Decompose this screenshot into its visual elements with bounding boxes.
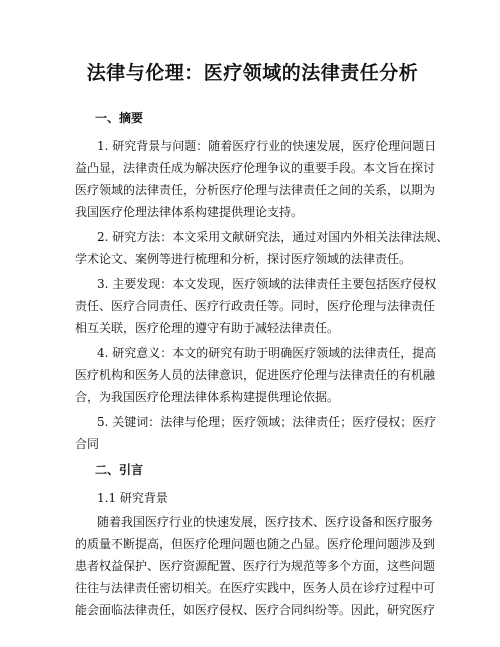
introduction-section bbox=[75, 459, 436, 621]
document-title: 法律与伦理：医疗领域的法律责任分析 bbox=[86, 62, 419, 84]
research-background-heading: 1.1 研究背景 bbox=[97, 491, 168, 505]
text-line: 相互关联，医疗伦理的遵守有助于减轻法律责任。 bbox=[75, 321, 340, 335]
text-line: 学术论文、案例等进行梳理和分析，探讨医疗领域的法律责任。 bbox=[75, 252, 412, 266]
text-line: 随着我国医疗行业的快速发展，医疗技术、医疗设备和医疗服务 bbox=[97, 515, 434, 529]
text-line: 医疗领域的法律责任，分析医疗伦理与法律责任之间的关系，以期为 bbox=[75, 183, 436, 197]
text-line: 医疗机构和医务人员的法律意识，促进医疗伦理与法律责任的有机融 bbox=[75, 368, 436, 382]
text-line: 2. 研究方法：本文采用文献研究法，通过对国内外相关法律法规、 bbox=[97, 230, 449, 244]
text-line: 我国医疗伦理法律体系构建提供理论支持。 bbox=[75, 205, 304, 219]
introduction-heading: 二、引言 bbox=[95, 463, 144, 477]
abstract-heading: 一、摘要 bbox=[95, 111, 144, 125]
text-line: 的质量不断提高，但医疗伦理问题也随之凸显。医疗伦理问题涉及到 bbox=[75, 537, 436, 551]
text-line: 合同 bbox=[75, 437, 100, 451]
text-line: 益凸显，法律责任成为解决医疗伦理争议的重要手段。本文旨在探讨 bbox=[75, 161, 436, 175]
abstract-paragraph-5 bbox=[75, 411, 437, 455]
abstract-paragraph-3 bbox=[75, 273, 437, 339]
text-line: 1. 研究背景与问题：随着医疗行业的快速发展，医疗伦理问题日 bbox=[97, 139, 437, 153]
text-line: 往往与法律责任密切相关。在医疗实践中，医务人员在诊疗过程中可 bbox=[75, 581, 436, 595]
text-line: 患者权益保护、医疗资源配置、医疗行为规范等多个方面，这些问题 bbox=[75, 559, 436, 573]
text-line: 责任、医疗合同责任、医疗行政责任等。同时，医疗伦理与法律责任 bbox=[75, 299, 436, 313]
abstract-paragraph-1 bbox=[75, 135, 437, 223]
text-line: 合，为我国医疗伦理法律体系构建提供理论依据。 bbox=[75, 390, 340, 404]
text-line: 5. 关键词：法律与伦理；医疗领域；法律责任；医疗侵权；医疗 bbox=[97, 415, 437, 429]
text-line: 4. 研究意义：本文的研究有助于明确医疗领域的法律责任，提高 bbox=[97, 346, 437, 360]
text-line: 能会面临法律责任，如医疗侵权、医疗合同纠纷等。因此，研究医疗 bbox=[75, 603, 436, 617]
abstract-section bbox=[75, 107, 449, 455]
text-line: 3. 主要发现：本文发现，医疗领域的法律责任主要包括医疗侵权 bbox=[97, 277, 437, 291]
introduction-paragraph bbox=[75, 511, 436, 621]
abstract-paragraph-4 bbox=[75, 342, 437, 408]
abstract-paragraph-2 bbox=[75, 226, 449, 270]
